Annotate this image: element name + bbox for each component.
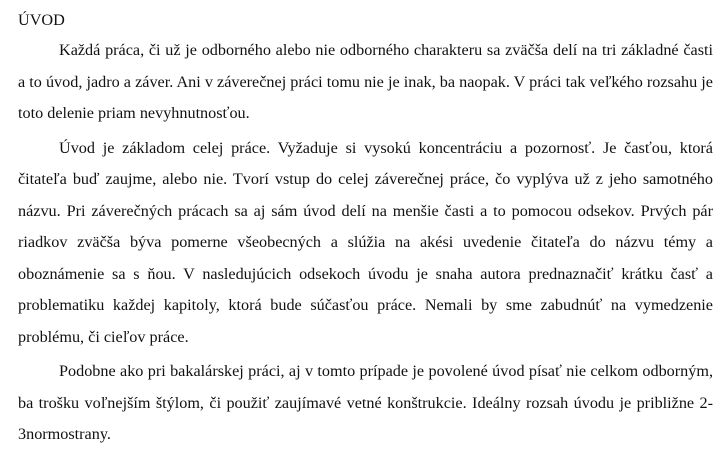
paragraph-intro-importance: Úvod je základom celej práce. Vyžaduje si vysokú koncentráciu a pozornosť. Je časťou, ktorá čitateľa buď zaujme, alebo nie. Tvorí vstup do celej záverečnej práce, čo vyplýva už z jeho samotného názvu. Pri záverečných prácach sa aj sám úvod delí na menšie časti a to pomocou odsekov. Prvých pár riadkov zväčša býva pomerne všeobecných a slúžia na akési uvedenie čitateľa do názvu témy a oboznámenie sa s ňou. V nasledujúcich odsekoch úvodu je snaha autora prednaznačiť krátku časť a problematiku každej kapitoly, ktorá bude súčasťou práce. Nemali by sme zabudnúť na vymedzenie problému, či cieľov práce. xyxy=(18,138,713,346)
section-heading: ÚVOD xyxy=(18,11,65,29)
paragraph-intro-style: Podobne ako pri bakalárskej práci, aj v tomto prípade je povolené úvod písať nie celkom odborným, ba trošku voľnejším štýlom, či použiť zaujímavé vetné konštrukcie. Ideálny rozsah úvodu je približne 2-3normostrany. xyxy=(18,362,713,443)
paragraph-intro-structure: Každá práca, či už je odborného alebo nie odborného charakteru sa zväčša delí na tri základné časti a to úvod, jadro a záver. Ani v záverečnej práci tomu nie je inak, ba naopak. V práci tak veľkého rozsahu je toto delenie priam nevyhnutnosťou. xyxy=(18,41,713,122)
